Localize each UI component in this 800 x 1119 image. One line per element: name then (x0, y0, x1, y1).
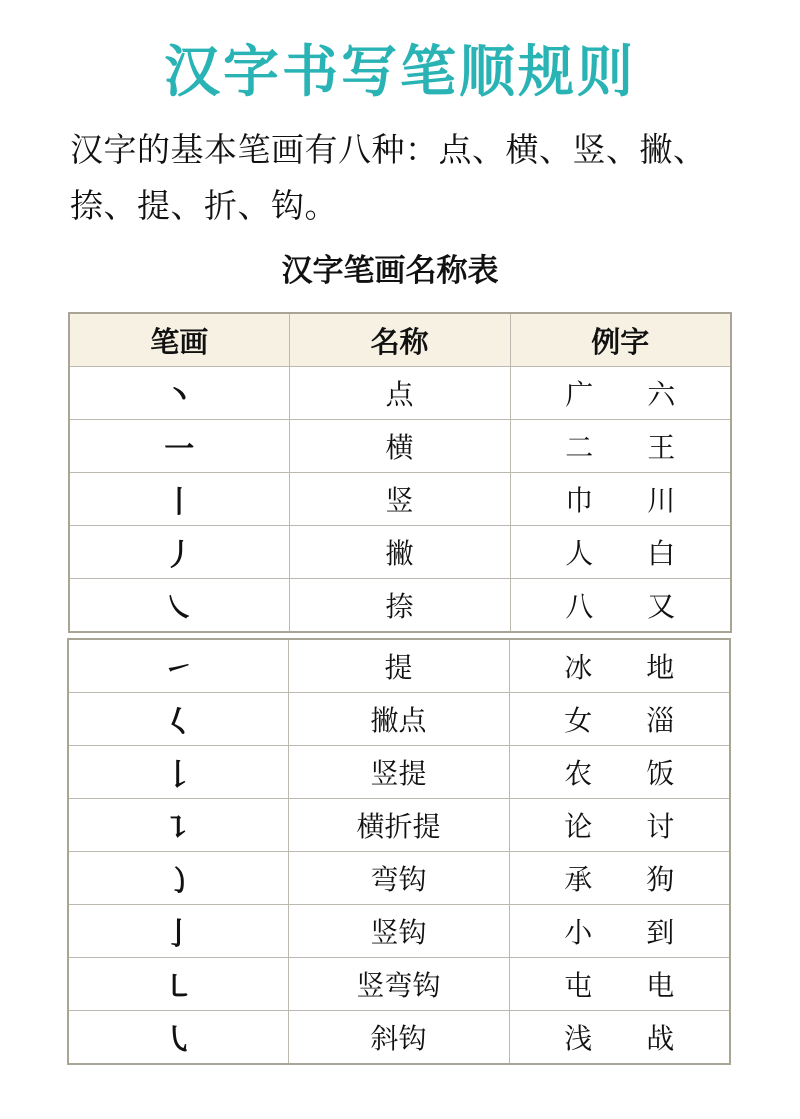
stroke-name-cell: 竖提 (288, 746, 509, 799)
stroke-name-cell: 撇 (289, 526, 510, 579)
example-char: 又 (647, 590, 676, 623)
table-row (68, 693, 730, 746)
example-cell (509, 1011, 730, 1065)
stroke-cell: 𡿨 (68, 693, 288, 746)
stroke-cell: ㇊ (68, 799, 288, 852)
example-char: 女 (564, 704, 593, 737)
example-char: 六 (647, 378, 676, 411)
example-char: 讨 (646, 810, 675, 843)
stroke-name-cell: 提 (288, 639, 509, 693)
stroke-cell: 一 (69, 420, 289, 473)
example-cell (510, 473, 731, 526)
example-char: 二 (565, 431, 594, 464)
table-row (68, 639, 730, 693)
example-char: 小 (564, 916, 593, 949)
stroke-name-cell: 横折提 (288, 799, 509, 852)
table-title: 汉字笔画名称表 (281, 253, 499, 289)
stroke-cell: ㇁ (68, 852, 288, 905)
stroke-name-cell: 竖钩 (288, 905, 509, 958)
example-char: 到 (646, 916, 675, 949)
stroke-cell: ㇏ (69, 579, 289, 633)
example-cell (509, 639, 730, 693)
example-char: 农 (564, 757, 593, 790)
intro-paragraph: 汉字的基本笔画有八种：点、横、竖、撇、捺、提、折、钩。 (70, 130, 707, 225)
example-cell (509, 958, 730, 1011)
stroke-cell: 亅 (68, 905, 288, 958)
stroke-cell: 丿 (69, 526, 289, 579)
header-stroke: 笔画 (69, 313, 289, 367)
table-row (69, 526, 731, 579)
table-row (68, 852, 730, 905)
example-char: 川 (647, 484, 676, 517)
example-cell (510, 526, 731, 579)
table-row (69, 473, 731, 526)
stroke-cell: 丨 (69, 473, 289, 526)
stroke-name-cell: 撇点 (288, 693, 509, 746)
example-cell (509, 905, 730, 958)
table-row (68, 746, 730, 799)
stroke-cell: ㇂ (68, 1011, 288, 1065)
stroke-table-bottom (67, 638, 731, 1065)
example-cell (509, 799, 730, 852)
example-char: 地 (646, 651, 675, 684)
table-row (68, 799, 730, 852)
example-char: 承 (564, 863, 593, 896)
example-cell (510, 420, 731, 473)
table-row (69, 420, 731, 473)
example-cell (509, 746, 730, 799)
example-char: 战 (646, 1022, 675, 1055)
stroke-name-cell: 斜钩 (288, 1011, 509, 1065)
example-char: 论 (564, 810, 593, 843)
table-row (69, 579, 731, 633)
stroke-name-cell: 竖弯钩 (288, 958, 509, 1011)
example-cell (510, 579, 731, 633)
example-char: 电 (646, 969, 675, 1002)
example-cell (509, 693, 730, 746)
page-title: 汉字书写笔顺规则 (164, 40, 636, 105)
example-char: 八 (565, 590, 594, 623)
example-char: 广 (565, 378, 594, 411)
example-char: 人 (565, 537, 594, 570)
stroke-table-top (68, 312, 732, 633)
stroke-cell: ㇄ (68, 958, 288, 1011)
table-row (68, 905, 730, 958)
example-char: 白 (647, 537, 676, 570)
header-name: 名称 (289, 313, 510, 367)
example-cell (509, 852, 730, 905)
example-char: 屯 (564, 969, 593, 1002)
example-cell (510, 367, 731, 420)
example-char: 饭 (646, 757, 675, 790)
table-header-row (69, 313, 731, 367)
example-char: 浅 (564, 1022, 593, 1055)
stroke-cell: 丶 (69, 367, 289, 420)
example-char: 狗 (646, 863, 675, 896)
table-row (68, 1011, 730, 1065)
stroke-name-cell: 点 (289, 367, 510, 420)
stroke-name-cell: 弯钩 (288, 852, 509, 905)
table-row (68, 958, 730, 1011)
stroke-name-cell: 横 (289, 420, 510, 473)
stroke-cell: 𠄌 (68, 746, 288, 799)
stroke-cell: ㇀ (68, 639, 288, 693)
example-char: 巾 (565, 484, 594, 517)
example-char: 王 (647, 431, 676, 464)
example-char: 淄 (646, 704, 675, 737)
stroke-name-cell: 捺 (289, 579, 510, 633)
header-example: 例字 (510, 313, 731, 367)
stroke-name-cell: 竖 (289, 473, 510, 526)
table-row (69, 367, 731, 420)
example-char: 冰 (564, 651, 593, 684)
